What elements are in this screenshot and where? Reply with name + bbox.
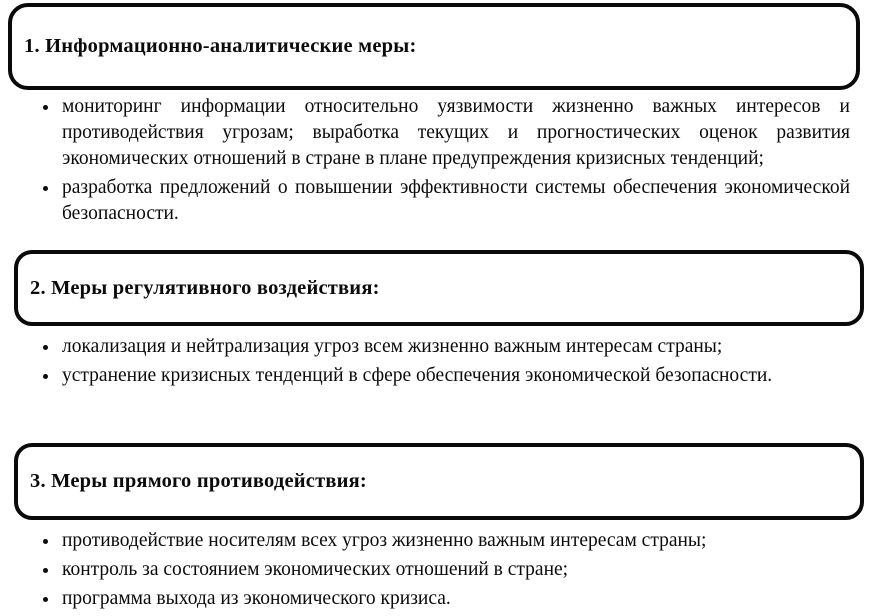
bullet-item: • программа выхода из экономического кризиса. bbox=[60, 586, 850, 612]
section-3-title: 3. Меры прямого противодействия: bbox=[30, 470, 367, 492]
section-2-title: 2. Меры регулятивного воздействия: bbox=[30, 276, 380, 299]
bullet-item: • разработка предложений о повышении эффективности системы обеспечения экономической безопасности. bbox=[60, 175, 850, 227]
section-2-header-box bbox=[14, 250, 864, 326]
bullet-item: • устранение кризисных тенденций в сфере обеспечения экономической безопасности. bbox=[60, 363, 850, 389]
bullet-item: • локализация и нейтрализация угроз всем жизненно важным интересам страны; bbox=[60, 334, 850, 360]
section-3-header-box bbox=[14, 443, 864, 520]
section-1-bullet-list bbox=[0, 94, 886, 230]
section-2-bullet-list bbox=[0, 334, 886, 392]
section-1-header-box bbox=[8, 3, 860, 90]
bullet-item: • контроль за состоянием экономических отношений в стране; bbox=[60, 557, 850, 583]
section-1-title: 1. Информационно-аналитические меры: bbox=[24, 35, 417, 57]
section-3-bullet-list bbox=[0, 528, 886, 615]
bullet-item: • мониторинг информации относительно уязвимости жизненно важных интересов и противодействия угрозам; выработка текущих и прогностических оценок развития экономических отношений в стране в плане предупреждения кризисных тенденций; bbox=[60, 94, 850, 172]
bullet-item: • противодействие носителям всех угроз жизненно важным интересам страны; bbox=[60, 528, 850, 554]
